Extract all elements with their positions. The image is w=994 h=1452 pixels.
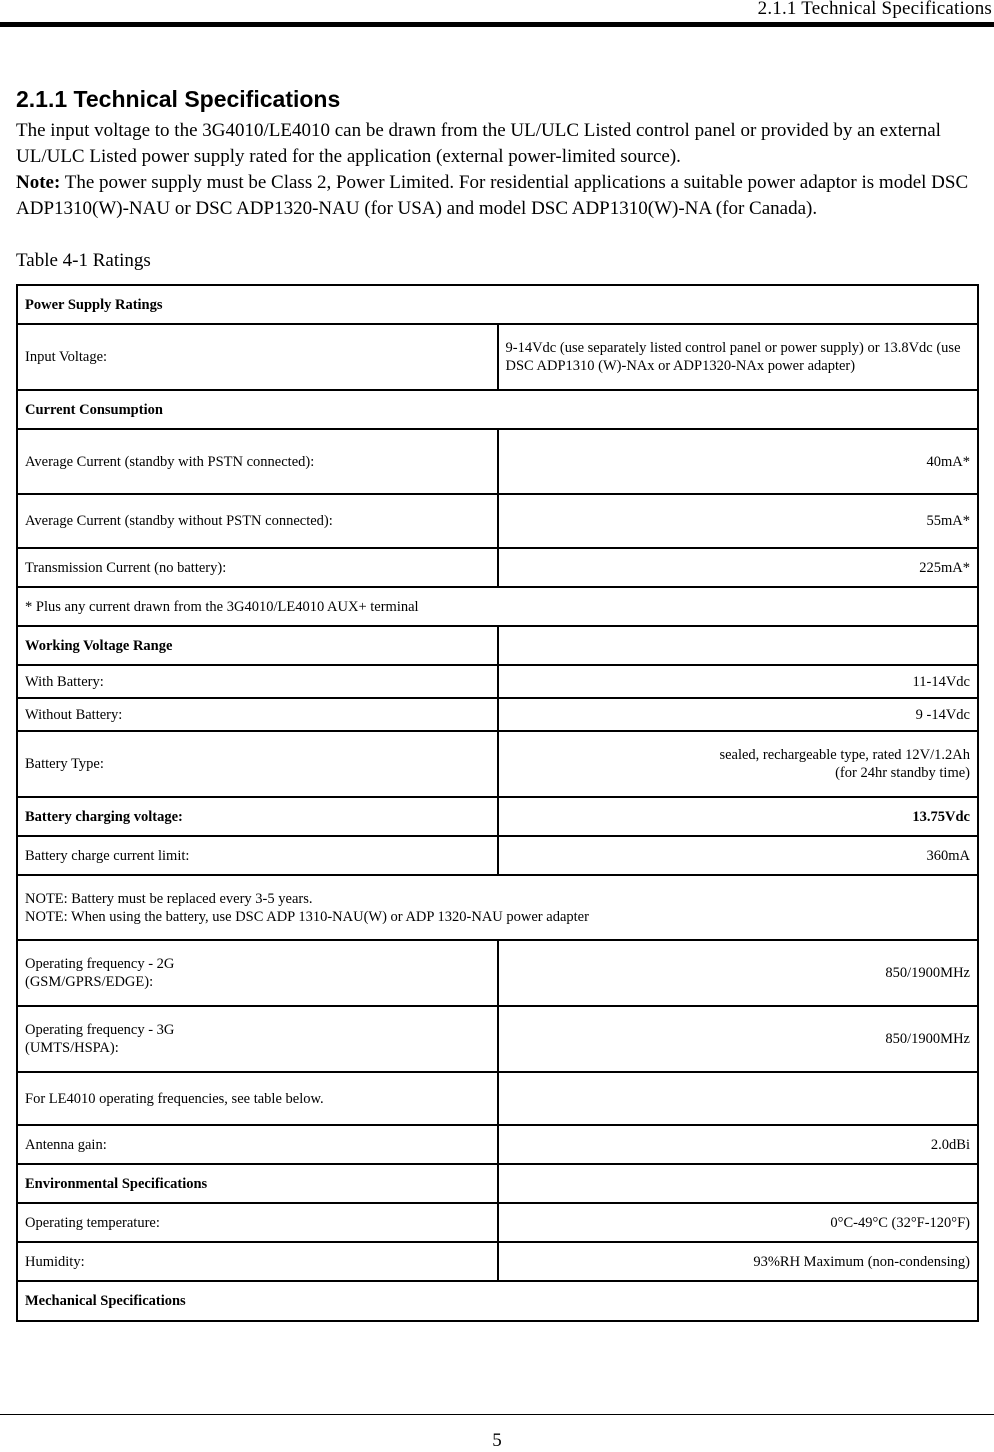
table-row [17, 494, 978, 548]
empty-cell [498, 1072, 979, 1125]
charge-current-value: 360mA [498, 836, 979, 875]
avg-current-pstn-label: Average Current (standby with PSTN connected): [17, 429, 498, 494]
battery-note-1: NOTE: Battery must be replaced every 3-5 years. [25, 890, 313, 907]
table-row [17, 875, 978, 940]
table-row [17, 587, 978, 626]
transmission-current-label: Transmission Current (no battery): [17, 548, 498, 587]
table-row [17, 1281, 978, 1321]
operating-temp-label: Operating temperature: [17, 1203, 498, 1242]
note-paragraph [16, 170, 984, 222]
working-voltage-heading: Working Voltage Range [17, 626, 498, 665]
without-battery-label: Without Battery: [17, 698, 498, 731]
current-consumption-heading: Current Consumption [17, 390, 978, 429]
table-row [17, 285, 978, 324]
table-row [17, 1203, 978, 1242]
intro-paragraph: The input voltage to the 3G4010/LE4010 can be drawn from the UL/ULC Listed control panel or provided by an external UL/ULC Listed power supply rated for the application (external power-limited source). [16, 120, 941, 167]
antenna-gain-value: 2.0dBi [498, 1125, 979, 1164]
input-voltage-label: Input Voltage: [17, 324, 498, 390]
table-row [17, 1125, 978, 1164]
avg-current-pstn-value: 40mA* [498, 429, 979, 494]
input-voltage-value: 9-14Vdc (use separately listed control panel or power supply) or 13.8Vdc (use DSC ADP1310 (W)-NAx or ADP1320-NAx power adapter) [498, 324, 979, 390]
table-row [17, 836, 978, 875]
mechanical-specs-heading: Mechanical Specifications [17, 1281, 978, 1321]
avg-current-no-pstn-label: Average Current (standby without PSTN connected): [17, 494, 498, 548]
aux-current-note: * Plus any current drawn from the 3G4010/LE4010 AUX+ terminal [17, 587, 978, 626]
freq-2g-value: 850/1900MHz [498, 940, 979, 1006]
table-row [17, 324, 978, 390]
page-number: 5 [492, 1430, 502, 1451]
table-row [17, 797, 978, 836]
table-row [17, 1006, 978, 1072]
le4010-freq-note: For LE4010 operating frequencies, see table below. [17, 1072, 498, 1125]
table-row [17, 698, 978, 731]
footer-rule [0, 1414, 994, 1415]
freq-3g-value: 850/1900MHz [498, 1006, 979, 1072]
battery-type-value [498, 731, 979, 797]
section-title: 2.1.1 Technical Specifications [16, 86, 341, 112]
without-battery-value: 9 -14Vdc [498, 698, 979, 731]
section-body [16, 118, 984, 222]
power-supply-ratings-heading: Power Supply Ratings [17, 285, 978, 324]
table-row [17, 731, 978, 797]
freq-3g-label-line-2: (UMTS/HSPA): [25, 1040, 119, 1056]
with-battery-label: With Battery: [17, 665, 498, 698]
empty-cell [498, 1164, 979, 1203]
note-text: The power supply must be Class 2, Power Limited. For residential applications a suitable power adaptor is model DSC ADP1310(W)-NAU or DSC ADP1320-NAU (for USA) and model DSC ADP1310(W)-NA (for Canada). [16, 172, 969, 219]
environmental-specs-heading: Environmental Specifications [17, 1164, 498, 1203]
table-row [17, 548, 978, 587]
table-row [17, 390, 978, 429]
table-row [17, 1072, 978, 1125]
battery-type-line-1: sealed, rechargeable type, rated 12V/1.2Ah [719, 747, 970, 763]
table-row [17, 626, 978, 665]
battery-notes [17, 875, 978, 940]
table-row [17, 1164, 978, 1203]
charging-voltage-label: Battery charging voltage: [17, 797, 498, 836]
humidity-label: Humidity: [17, 1242, 498, 1281]
charge-current-label: Battery charge current limit: [17, 836, 498, 875]
battery-note-2: NOTE: When using the battery, use DSC ADP 1310-NAU(W) or ADP 1320-NAU power adapter [25, 908, 589, 925]
freq-2g-label-line-1: Operating frequency - 2G [25, 956, 175, 972]
running-header: 2.1.1 Technical Specifications [757, 0, 992, 19]
empty-cell [498, 626, 979, 665]
battery-type-label: Battery Type: [17, 731, 498, 797]
table-row [17, 1242, 978, 1281]
transmission-current-value: 225mA* [498, 548, 979, 587]
avg-current-no-pstn-value: 55mA* [498, 494, 979, 548]
charging-voltage-value: 13.75Vdc [498, 797, 979, 836]
table-caption: Table 4-1 Ratings [16, 250, 151, 271]
operating-temp-value: 0°C-49°C (32°F-120°F) [498, 1203, 979, 1242]
table-row [17, 940, 978, 1006]
with-battery-value: 11-14Vdc [498, 665, 979, 698]
ratings-table [16, 284, 979, 1322]
freq-2g-label-line-2: (GSM/GPRS/EDGE): [25, 974, 154, 990]
table-row [17, 429, 978, 494]
table-row [17, 665, 978, 698]
battery-type-line-2: (for 24hr standby time) [835, 765, 970, 781]
freq-3g-label-line-1: Operating frequency - 3G [25, 1022, 175, 1038]
header-rule [0, 22, 994, 27]
antenna-gain-label: Antenna gain: [17, 1125, 498, 1164]
freq-2g-label [17, 940, 498, 1006]
humidity-value: 93%RH Maximum (non-condensing) [498, 1242, 979, 1281]
freq-3g-label [17, 1006, 498, 1072]
note-label: Note: [16, 172, 61, 193]
